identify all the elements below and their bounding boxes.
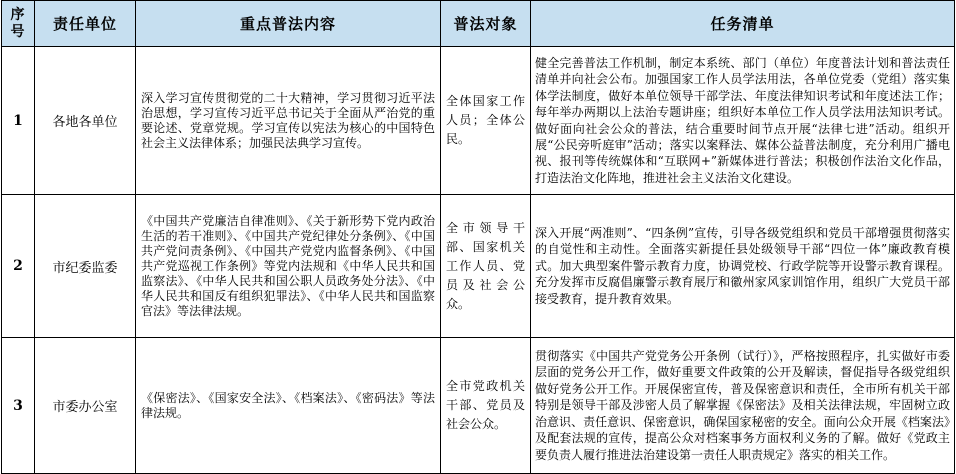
- key-content: 《保密法》、《国家安全法》、《档案法》、《密码法》等法律法规。: [136, 338, 441, 474]
- key-content: 《中国共产党廉洁自律准则》、《关于新形势下党内政治生活的若干准则》、《中国共产党纪律处分条例》、《中国共产党问责条例》、《中国共产党党内监督条例》、《中国共产党巡视工作条例》等党内法规和《中华人民共和国监察法》、《中华人民共和国公职人员政务处分法》、《中华人民共和国反有组织犯罪法》、《中华人民共和国监察官法》等法律法规。: [136, 195, 441, 338]
- responsible-unit: 各地各单位: [35, 47, 136, 195]
- legal-education-task-table: [1, 0, 955, 474]
- responsible-unit: 市委办公室: [35, 338, 136, 474]
- row-number: 3: [2, 338, 35, 474]
- table-row: [2, 47, 955, 195]
- table-header-row: [2, 1, 955, 47]
- target-audience: 全市领导干部、国家机关工作人员、党员及社会公众。: [441, 195, 531, 338]
- task-list: 健全完善普法工作机制，制定本系统、部门（单位）年度普法计划和普法责任清单并向社会公布。加强国家工作人员学法用法，各单位党委（党组）落实集体学法制度，做好本单位领导干部学法、年度法律知识考试和年度述法工作；每年举办两期以上法治专题讲座；组织好本单位工作人员学法用法知识考试。做好面向社会公众的普法，结合重要时间节点开展“法律七进”活动。组织开展“公民旁听庭审”活动；落实以案释法、媒体公益普法制度，充分利用广播电视、报刊等传统媒体和“互联网+”新媒体进行普法；积极创作法治文化作品，打造法治文化阵地，推进社会主义法治文化建设。: [531, 47, 955, 195]
- target-audience: 全市党政机关干部、党员及社会公众。: [441, 338, 531, 474]
- row-number: 1: [2, 47, 35, 195]
- task-list: 贯彻落实《中国共产党党务公开条例（试行）》，严格按照程序，扎实做好市委层面的党务公开工作，做好重要文件政策的公开及解读，督促指导各级党组织做好党务公开工作。开展保密宣传，普及保密意识和责任，全市所有机关干部特别是领导干部及涉密人员了解掌握《保密法》及相关法律法规，牢固树立政治意识、责任意识、保密意识，确保国家秘密的安全。面向公众开展《档案法》及配套法规的宣传，提高公众对档案事务方面权利义务的了解。做好《党政主要负责人履行推进法治建设第一责任人职责规定》落实的相关工作。: [531, 338, 955, 474]
- header-content: 重点普法内容: [136, 1, 441, 47]
- header-target: 普法对象: [441, 1, 531, 47]
- row-number: 2: [2, 195, 35, 338]
- key-content: 深入学习宣传贯彻党的二十大精神，学习贯彻习近平法治思想，学习宣传习近平总书记关于全面从严治党的重要论述、党章党规。学习宣传以宪法为核心的中国特色社会主义法律体系；加强民法典学习宣传。: [136, 47, 441, 195]
- header-seq: 序号: [2, 1, 35, 47]
- table-row: [2, 195, 955, 338]
- table-row: [2, 338, 955, 474]
- task-list: 深入开展“两准则”、“四条例”宣传，引导各级党组织和党员干部增强贯彻落实的自觉性和主动性。全面落实新提任县处级领导干部“四位一体”廉政教育模式。加大典型案件警示教育力度，协调党校、行政学院等开设警示教育课程。充分发挥市反腐倡廉警示教育展厅和徽州家风家训馆作用，组织广大党员干部接受教育，提升教育效果。: [531, 195, 955, 338]
- target-audience: 全体国家工作人员；全体公民。: [441, 47, 531, 195]
- header-unit: 责任单位: [35, 1, 136, 47]
- responsible-unit: 市纪委监委: [35, 195, 136, 338]
- header-tasks: 任务清单: [531, 1, 955, 47]
